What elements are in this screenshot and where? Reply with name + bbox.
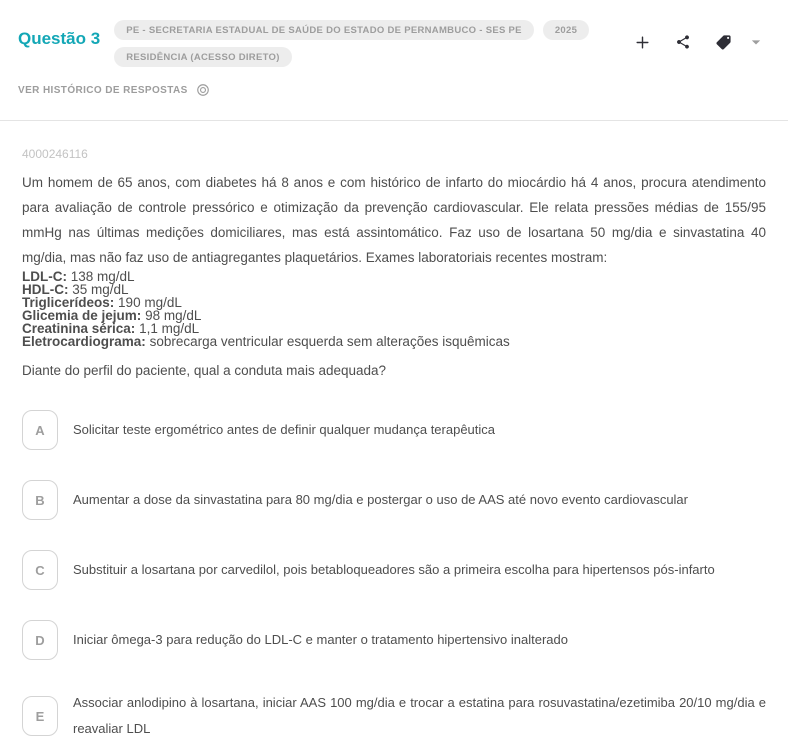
lab-label: Glicemia de jejum: bbox=[22, 308, 142, 323]
header-actions bbox=[634, 20, 766, 52]
option-text[interactable]: Substituir a losartana por carvedilol, pois betabloqueadores são a primeira escolha para hipertensos pós-infarto bbox=[73, 562, 715, 577]
answer-option[interactable] bbox=[22, 690, 766, 742]
history-link-label: VER HISTÓRICO DE RESPOSTAS bbox=[18, 84, 188, 96]
option-letter[interactable]: E bbox=[22, 696, 58, 736]
answer-option[interactable] bbox=[22, 410, 766, 450]
add-button[interactable] bbox=[634, 34, 651, 51]
tag-pill: 2025 bbox=[543, 20, 589, 40]
option-letter[interactable]: C bbox=[22, 550, 58, 590]
lab-line bbox=[22, 335, 766, 348]
chevron-down-icon bbox=[746, 32, 766, 52]
lab-label: LDL-C: bbox=[22, 269, 67, 284]
tag-pill: RESIDÊNCIA (ACESSO DIRETO) bbox=[114, 47, 291, 67]
answer-options bbox=[22, 410, 766, 742]
share-icon bbox=[675, 34, 691, 50]
answer-option[interactable] bbox=[22, 480, 766, 520]
lab-label: HDL-C: bbox=[22, 282, 69, 297]
option-text[interactable]: Associar anlodipino à losartana, iniciar AAS 100 mg/dia e trocar a estatina para rosuvastatina/ezetimiba 20/10 mg/dia e reavaliar LDL bbox=[73, 695, 766, 736]
lab-value: 35 mg/dL bbox=[72, 282, 129, 297]
lab-label: Creatinina sérica: bbox=[22, 321, 136, 336]
plus-icon bbox=[634, 34, 651, 51]
header-divider bbox=[0, 120, 788, 121]
lab-results bbox=[22, 270, 766, 348]
tag-list bbox=[114, 20, 624, 67]
lab-value: 138 mg/dL bbox=[70, 269, 135, 284]
history-link[interactable] bbox=[18, 83, 210, 97]
option-text[interactable]: Solicitar teste ergométrico antes de definir qualquer mudança terapêutica bbox=[73, 422, 496, 437]
tag-icon bbox=[715, 34, 732, 51]
tag-button[interactable] bbox=[715, 34, 732, 51]
lab-line bbox=[22, 270, 766, 283]
question-title: Questão 3 bbox=[18, 29, 101, 48]
lab-value: sobrecarga ventricular esquerda sem alterações isquêmicas bbox=[149, 334, 510, 349]
lab-value: 98 mg/dL bbox=[145, 308, 202, 323]
option-text[interactable]: Aumentar a dose da sinvastatina para 80 mg/dia e postergar o uso de AAS até novo evento cardiovascular bbox=[73, 492, 688, 507]
option-letter[interactable]: D bbox=[22, 620, 58, 660]
lab-label: Triglicerídeos: bbox=[22, 295, 115, 310]
answer-option[interactable] bbox=[22, 620, 766, 660]
lab-value: 1,1 mg/dL bbox=[139, 321, 200, 336]
question-body: Um homem de 65 anos, com diabetes há 8 anos e com histórico de infarto do miocárdio há 4 anos, procura atendimento para avaliação de controle pressórico e otimização da prevenção cardiovascular. Ele relata pressões médias de 155/95 mmHg nas últimas medições domiciliares, mas está assintomático. Faz uso de losartana 50 mg/dia e sinvastatina 40 mg/dia, mas não faz uso de antiagregantes plaquetários. Exames laboratoriais recentes mostram: bbox=[22, 175, 766, 265]
lab-value: 190 mg/dL bbox=[118, 295, 182, 310]
tag-pill: PE - SECRETARIA ESTADUAL DE SAÚDE DO ESTADO DE PERNAMBUCO - SES PE bbox=[114, 20, 534, 40]
share-button[interactable] bbox=[675, 34, 691, 50]
option-text[interactable]: Iniciar ômega-3 para redução do LDL-C e manter o tratamento hipertensivo inalterado bbox=[73, 632, 568, 647]
option-letter[interactable]: A bbox=[22, 410, 58, 450]
question-content bbox=[0, 147, 788, 742]
answer-option[interactable] bbox=[22, 550, 766, 590]
question-id: 4000246116 bbox=[22, 147, 88, 161]
lab-label: Eletrocardiograma: bbox=[22, 334, 146, 349]
question-header bbox=[0, 0, 788, 67]
question-prompt: Diante do perfil do paciente, qual a conduta mais adequada? bbox=[22, 363, 387, 378]
option-letter[interactable]: B bbox=[22, 480, 58, 520]
history-rings-icon bbox=[196, 83, 210, 97]
expand-button[interactable] bbox=[746, 32, 766, 52]
